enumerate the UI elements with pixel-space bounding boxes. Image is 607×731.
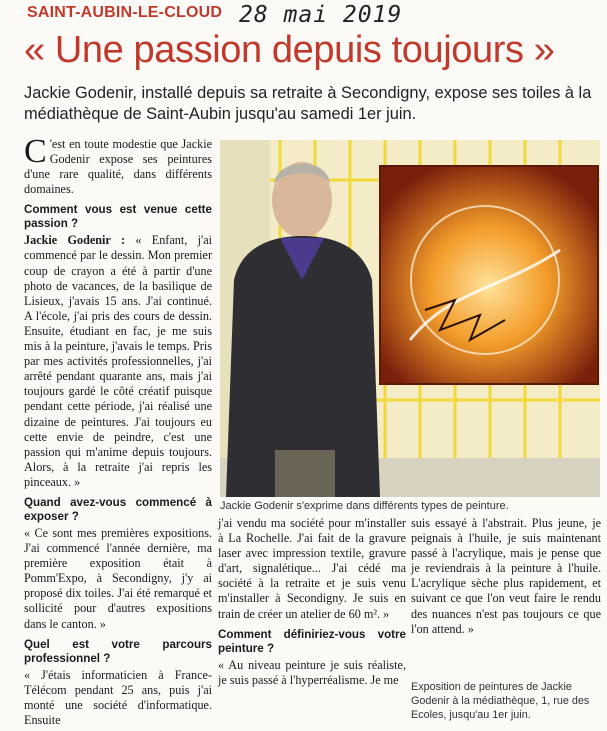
column-3 bbox=[411, 516, 601, 640]
col3-paragraph: suis essayé à l'abstrait. Plus jeune, je peignais à l'huile, je suis maintenant passé à l'acrylique, mais je pense que je reviendrais à la peinture à l'huile. L'acrylique sèche plus rapidement, et suivant ce que l'on veut faire le rendu des nuances n'est pas toujours ce que l'on attend. » bbox=[411, 516, 601, 636]
column-2 bbox=[218, 516, 406, 691]
column-1 bbox=[24, 133, 212, 731]
section-kicker: SAINT-AUBIN-LE-CLOUD bbox=[27, 4, 223, 21]
photo-caption: Jackie Godenir s'exprime dans différents types de peinture. bbox=[220, 500, 509, 512]
answer-3: « J'étais informaticien à France-Télécom pendant 25 ans, puis j'ai monté une société d'informatique. Ensuite bbox=[24, 667, 212, 727]
headline: « Une passion depuis toujours » bbox=[24, 29, 555, 71]
speaker-name: Jackie Godenir : bbox=[24, 233, 125, 248]
question-2: Quand avez-vous commencé à exposer ? bbox=[24, 495, 212, 523]
handwritten-date: 28 mai 2019 bbox=[239, 2, 403, 28]
painting bbox=[380, 166, 598, 384]
intro-paragraph: C 'est en toute modestie que Jackie Godenir expose ses peintures d'une rare qualité, dans différents domaines. bbox=[24, 133, 212, 197]
col2-paragraph: j'ai vendu ma société pour m'installer à La Rochelle. J'ai fait de la gravure laser avec impression textile, gravure d'art, signalétique... J'ai cédé ma société à la retraite et je suis venu m'installer à Secondigny. Je suis en train de créer un atelier de 60 m². » bbox=[218, 516, 406, 621]
drop-cap: C bbox=[24, 133, 47, 170]
photo-illustration bbox=[220, 140, 600, 497]
exhibition-info: Exposition de peintures de Jackie Godenir à la médiathèque, 1, rue des Ecoles, jusqu'au 1er juin. bbox=[411, 681, 590, 721]
question-4: Comment définiriez-vous votre peinture ? bbox=[218, 627, 406, 655]
question-3: Quel est votre parcours professionnel ? bbox=[24, 637, 212, 665]
question-1: Comment vous est venue cette passion ? bbox=[24, 203, 212, 231]
answer-4: « Au niveau peinture je suis réaliste, je suis passé à l'hyperréalisme. Je me bbox=[218, 657, 406, 687]
article-photo bbox=[220, 140, 600, 497]
lead-paragraph: Jackie Godenir, installé depuis sa retraite à Secondigny, expose ses toiles à la médiathèque de Saint-Aubin jusqu'au samedi 1er juin. bbox=[24, 84, 592, 123]
answer-2: « Ce sont mes premières expositions. J'ai commencé l'année dernière, ma première exposition était à Pomm'Expo, à Secondigny, j'y ai proposé dix toiles. J'ai été remarqué et sollicité pour d'autres expositions dans le canton. » bbox=[24, 525, 212, 631]
answer-1: Jackie Godenir : « Enfant, j'ai commencé par le dessin. Mon premier coup de crayon a été à partir d'une photo de vacances, de la basilique de Lisieux, j'avais 15 ans. J'ai continué. A l'école, j'ai pris des cours de dessin. Ensuite, étudiant en fac, je me suis mis à la peinture, j'avais le temps. Pris par mes activités professionnelles, j'ai arrêté pendant quarante ans, mais j'ai toujours gardé le côté créatif puisque pendant cette période, j'ai réalisé une dizaine de peintures. J'ai toujours eu cette envie de peindre, c'est une passion qui m'anime depuis toujours. Alors, à la retraite j'ai repris les pinceaux. » bbox=[24, 233, 212, 489]
